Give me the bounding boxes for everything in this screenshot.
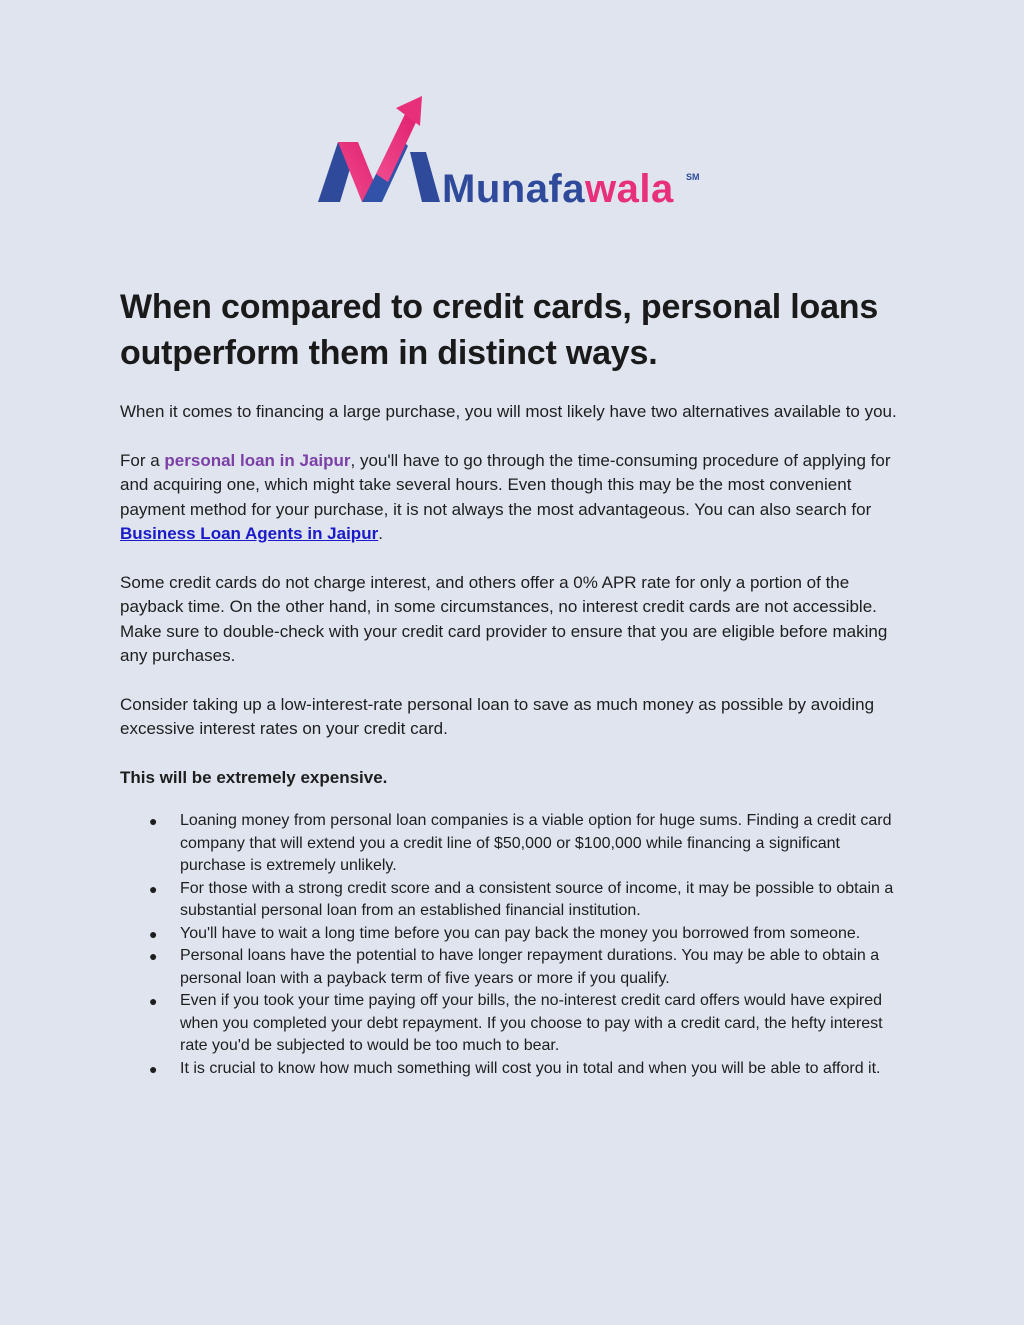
list-item-text: Personal loans have the potential to have longer repayment durations. You may be able to obtain a personal loan with a payback term of five years or more if you qualify. [180, 947, 880, 987]
para2-middle: , you'll have to go through the time-consuming procedure of applying for and acquiring one, which might take several hours. Even though this may be the most convenient payment method for your purchase, it is not always the most advantageous. You can also search for [120, 450, 891, 519]
list-item [149, 923, 900, 946]
article-title: When compared to credit cards, personal loans outperform them in distinct ways. [120, 288, 879, 372]
bullet-icon: ● [149, 948, 158, 964]
para2-prefix: For a [120, 450, 165, 470]
list-item-text: Even if you took your time paying off your bills, the no-interest credit card offers would have expired when you completed your debt repayment. If you choose to pay with a credit card, the hefty interest rate you'd be subjected to would be too much to bear. [180, 992, 883, 1054]
bullet-icon: ● [149, 1060, 158, 1077]
personal-loan-highlight: personal loan in Jaipur [164, 450, 351, 470]
intro-paragraph: When it comes to financing a large purchase, you will most likely have two alternatives available to you. [120, 402, 897, 421]
rising-arrow-m-logo-icon [318, 96, 440, 202]
article [120, 284, 900, 1080]
list-item [149, 878, 900, 923]
list-item-text: Loaning money from personal loan companies is a viable option for huge sums. Finding a credit card company that will extend you a credit line of $50,000 or $100,000 while financing a significant purchase is extremely unlikely. [180, 812, 892, 874]
svg-text:Munafawala [442, 167, 674, 210]
business-loan-agents-link[interactable]: Business Loan Agents in Jaipur [120, 524, 379, 543]
list-item-text: You'll have to wait a long time before you can pay back the money you borrowed from someone. [180, 924, 861, 942]
bullet-icon: ● [149, 813, 158, 829]
bullet-icon: ● [149, 880, 158, 897]
list-item [149, 810, 900, 878]
logo-brand-part1: Munafa [442, 167, 585, 210]
list-item [149, 945, 900, 990]
list-item-text: It is crucial to know how much something will cost you in total and when you will be able to afford it. [180, 1059, 881, 1077]
bullet-icon: ● [149, 925, 158, 942]
logo-brand-part2: wala [585, 167, 674, 210]
low-interest-paragraph: Consider taking up a low-interest-rate personal loan to save as much money as possible by avoiding excessive interest rates on your credit card. [120, 694, 875, 738]
bullet-icon: ● [149, 993, 158, 1009]
list-item [149, 990, 900, 1058]
para2-suffix: . [378, 524, 383, 543]
munafawala-logo [316, 94, 706, 210]
benefits-list [120, 810, 900, 1080]
personal-loan-paragraph [120, 449, 900, 547]
logo-service-mark: SM [686, 172, 700, 182]
list-item-text: For those with a strong credit score and a consistent source of income, it may be possible to obtain a substantial personal loan from an established financial institution. [180, 879, 894, 919]
list-item [149, 1058, 900, 1081]
credit-card-interest-paragraph: Some credit cards do not charge interest, and others offer a 0% APR rate for only a portion of the payback time. On the other hand, in some circumstances, no interest credit cards are not accessible. Make sure to double-check with your credit card provider to ensure that you are eligible before making any purchases. [120, 572, 888, 665]
expensive-subheading: This will be extremely expensive. [120, 767, 388, 787]
